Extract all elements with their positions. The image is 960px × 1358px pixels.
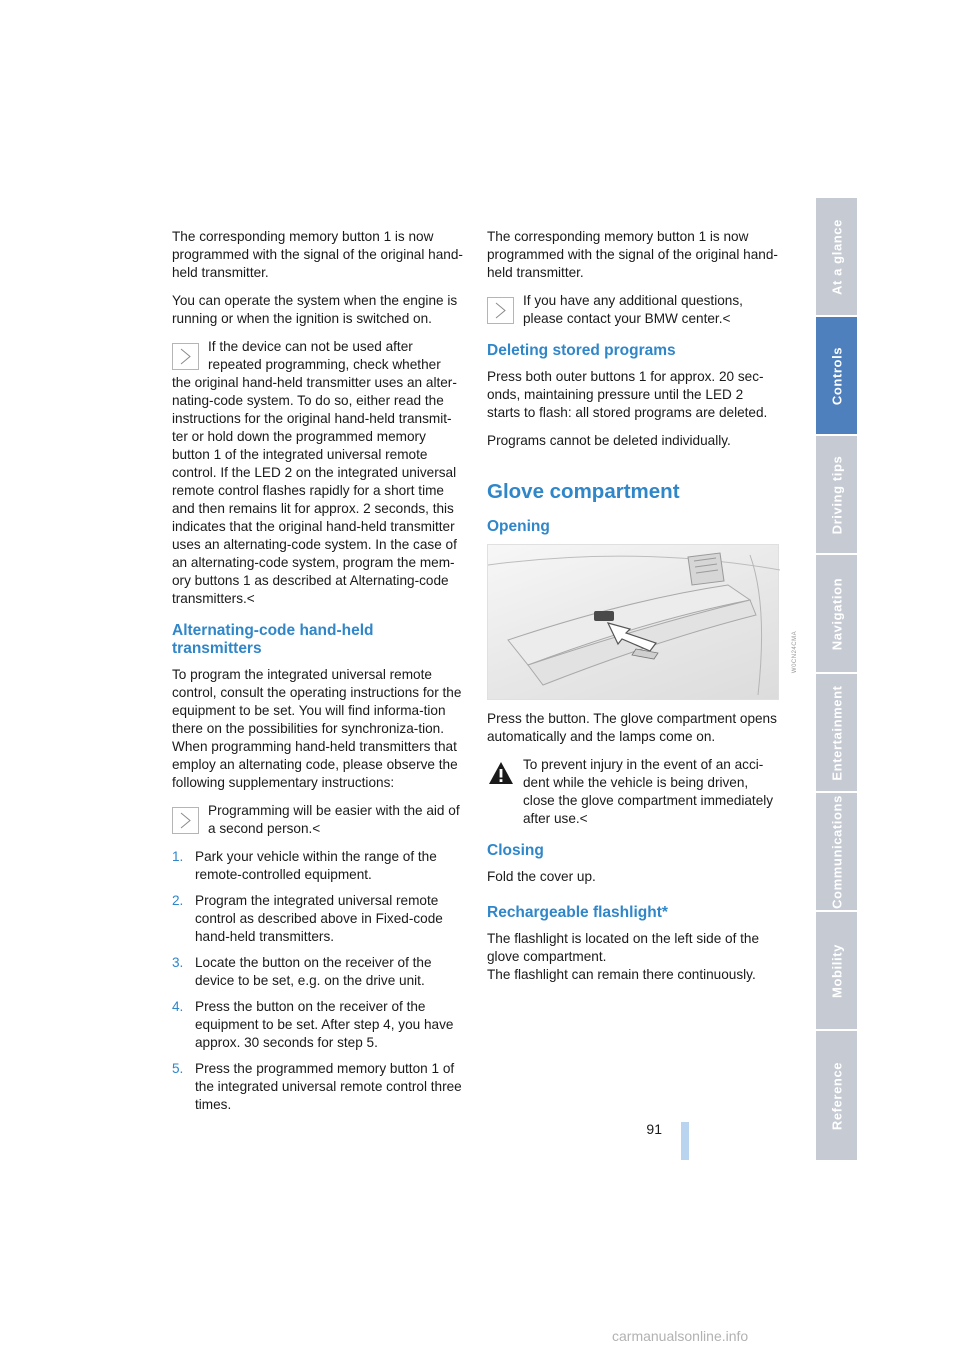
note-arrow-icon <box>172 807 199 834</box>
note-block <box>172 802 464 838</box>
section-heading: Opening <box>487 518 550 535</box>
warning-icon <box>487 759 515 787</box>
tab-mobility[interactable]: Mobility <box>816 912 857 1031</box>
section-heading: Rechargeable flashlight* <box>487 904 668 921</box>
glove-compartment-drawing <box>488 545 780 701</box>
paragraph: Press both outer buttons 1 for approx. 20 sec-onds, maintaining pressure until the LED 2 starts to flash: all stored programs are deleted. <box>487 369 768 420</box>
paragraph: Press the button. The glove compartment opens automatically and the lamps come on. <box>487 711 777 744</box>
chapter-sidebar <box>816 198 857 1160</box>
tab-controls[interactable]: Controls <box>816 317 857 436</box>
tab-at-a-glance[interactable]: At a glance <box>816 198 857 317</box>
glove-button <box>594 611 614 621</box>
list-item: 1. Park your vehicle within the range of the remote-controlled equipment. <box>172 849 437 882</box>
right-column <box>487 228 798 994</box>
tab-navigation[interactable]: Navigation <box>816 555 857 674</box>
note-text: If you have any additional questions, please contact your BMW center.< <box>523 293 743 326</box>
watermark: carmanualsonline.info <box>612 1328 749 1344</box>
note-block <box>487 292 779 328</box>
figure-code: W0CN24CMA <box>791 630 798 674</box>
page-number: 91 <box>646 1121 662 1137</box>
page-number-bar <box>681 1122 689 1160</box>
list-item: 4. Press the button on the receiver of the equipment to be set. After step 4, you have approx. 30 seconds for step 5. <box>172 999 454 1050</box>
paragraph: The flashlight is located on the left side of the glove compartment. <box>487 931 760 964</box>
section-heading: Deleting stored programs <box>487 342 676 359</box>
tab-reference[interactable]: Reference <box>829 1061 844 1130</box>
list-item: 3. Locate the button on the receiver of the device to be set, e.g. on the drive unit. <box>172 955 432 988</box>
left-column <box>172 228 464 1122</box>
paragraph: You can operate the system when the engine is running or when the ignition is switched on. <box>172 293 458 326</box>
note-block <box>172 338 464 608</box>
chapter-heading: Glove compartment <box>487 480 680 503</box>
note-arrow-icon <box>487 297 514 324</box>
tab-driving-tips[interactable]: Driving tips <box>816 436 857 555</box>
section-heading: Alternating-code hand-held transmitters <box>172 622 374 657</box>
tab-entertainment[interactable]: Entertainment <box>816 674 857 793</box>
note-text-first: If the device can not be used after repeated programming, check whether <box>208 339 441 372</box>
paragraph: To program the integrated universal remote control, consult the operating instructions for the equipment to be set. You will find informa-tion there on the possibilities for synchroniza-tion. <box>172 667 462 736</box>
tab-communications[interactable]: Communications <box>816 793 857 912</box>
steps-list <box>172 848 464 1114</box>
note-arrow-icon <box>172 343 199 370</box>
paragraph: The corresponding memory button 1 is now programmed with the signal of the original hand-held transmitter. <box>172 229 463 280</box>
paragraph: When programming hand-held transmitters that employ an alternating code, please observe the following supplementary instructions: <box>172 739 458 790</box>
list-item: 5. Press the programmed memory button 1 of the integrated universal remote control three times. <box>172 1061 462 1112</box>
paragraph: The corresponding memory button 1 is now programmed with the signal of the original hand-held transmitter. <box>487 229 778 280</box>
note-text-rest: the original hand-held transmitter uses an alter-nating-code system. To do so, either read the instructions for the original hand-held transmit-ter or hold down the programmed memory button 1 of the integrated universal remote control. If the LED 2 on the integrated universal remote control flashes rapidly for a short time and then remains lit for approx. 2 seconds, this indicates that the original hand-held transmitter uses an alternating-code system. In the case of an alternating-code system, program the mem-ory buttons 1 as described at Alternating-code transmitters.< <box>172 375 457 606</box>
paragraph: Programs cannot be deleted individually. <box>487 433 731 448</box>
list-item: 2. Program the integrated universal remote control as described above in Fixed-code hand-held transmitters. <box>172 893 443 944</box>
glove-compartment-illustration <box>487 544 798 700</box>
paragraph: Fold the cover up. <box>487 869 596 884</box>
section-heading: Closing <box>487 842 544 859</box>
paragraph: The flashlight can remain there continuously. <box>487 967 756 982</box>
note-text: Programming will be easier with the aid of a second person.< <box>208 803 460 836</box>
warning-text: To prevent injury in the event of an acci-dent while the vehicle is being driven, close the glove compartment immediately after use.< <box>523 757 774 826</box>
warning-block <box>487 756 779 828</box>
